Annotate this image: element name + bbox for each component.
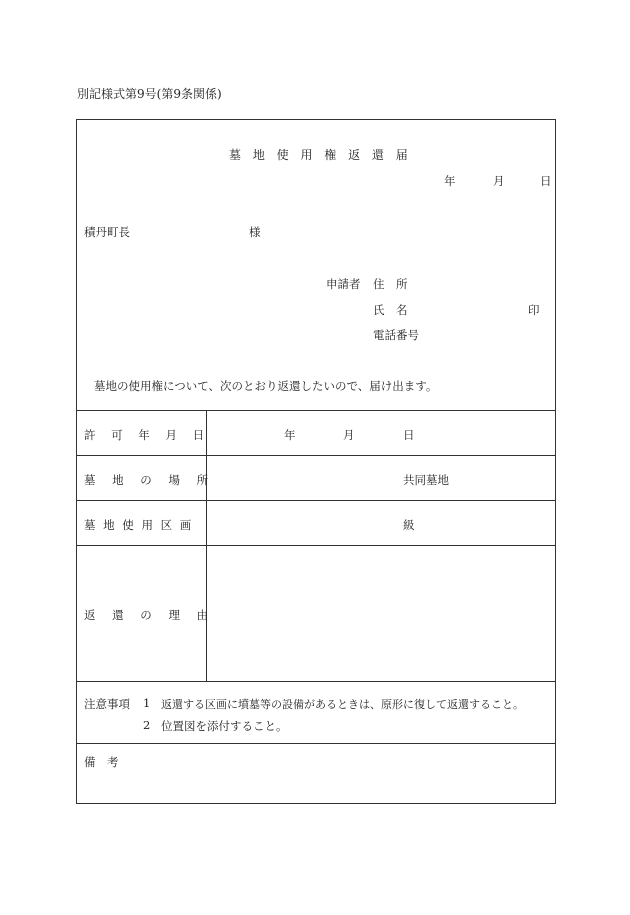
date-day: 日: [540, 174, 552, 188]
divider: [77, 743, 555, 744]
divider: [77, 455, 555, 456]
divider: [77, 410, 555, 411]
notes-item2-text: 位置図を添付すること。: [161, 719, 288, 733]
column-divider: [206, 410, 207, 681]
remarks-label: 備 考: [84, 755, 119, 769]
addressee-name: 積丹町長: [84, 225, 130, 239]
notes-item2-number: 2: [143, 718, 151, 732]
permit-date-label: 許 可 年 月 日: [84, 428, 211, 442]
applicant-label: 申請者: [326, 277, 361, 291]
notes-item1-number: 1: [143, 696, 151, 710]
location-value: 共同墓地: [403, 473, 449, 487]
notes-label: 注意事項: [84, 697, 130, 711]
divider: [77, 681, 555, 682]
reason-label: 返 還 の 理 由: [84, 608, 215, 622]
name-label: 氏 名: [373, 303, 408, 317]
section-value: 級: [403, 518, 415, 532]
date-month: 月: [493, 174, 505, 188]
phone-label: 電話番号: [373, 328, 419, 342]
divider: [77, 545, 555, 546]
location-label: 墓 地 の 場 所: [84, 473, 215, 487]
statement-text: 墓地の使用権について、次のとおり返還したいので、届け出ます。: [94, 379, 438, 393]
addressee-honorific: 様: [249, 225, 261, 239]
permit-date-month: 月: [343, 428, 355, 442]
divider: [77, 500, 555, 501]
permit-date-year: 年: [284, 428, 296, 442]
permit-date-day: 日: [403, 428, 415, 442]
date-year: 年: [444, 174, 456, 188]
section-label: 墓 地 使 用 区 画: [84, 518, 194, 532]
address-label: 住 所: [373, 277, 408, 291]
seal-mark: 印: [528, 303, 540, 317]
form-box: [76, 119, 556, 804]
form-title: 墓 地 使 用 権 返 還 届: [229, 148, 412, 162]
notes-item1-text: 返還する区画に墳墓等の設備があるときは、原形に復して返還すること。: [161, 698, 524, 711]
form-number-label: 別記様式第9号(第9条関係): [77, 87, 222, 101]
